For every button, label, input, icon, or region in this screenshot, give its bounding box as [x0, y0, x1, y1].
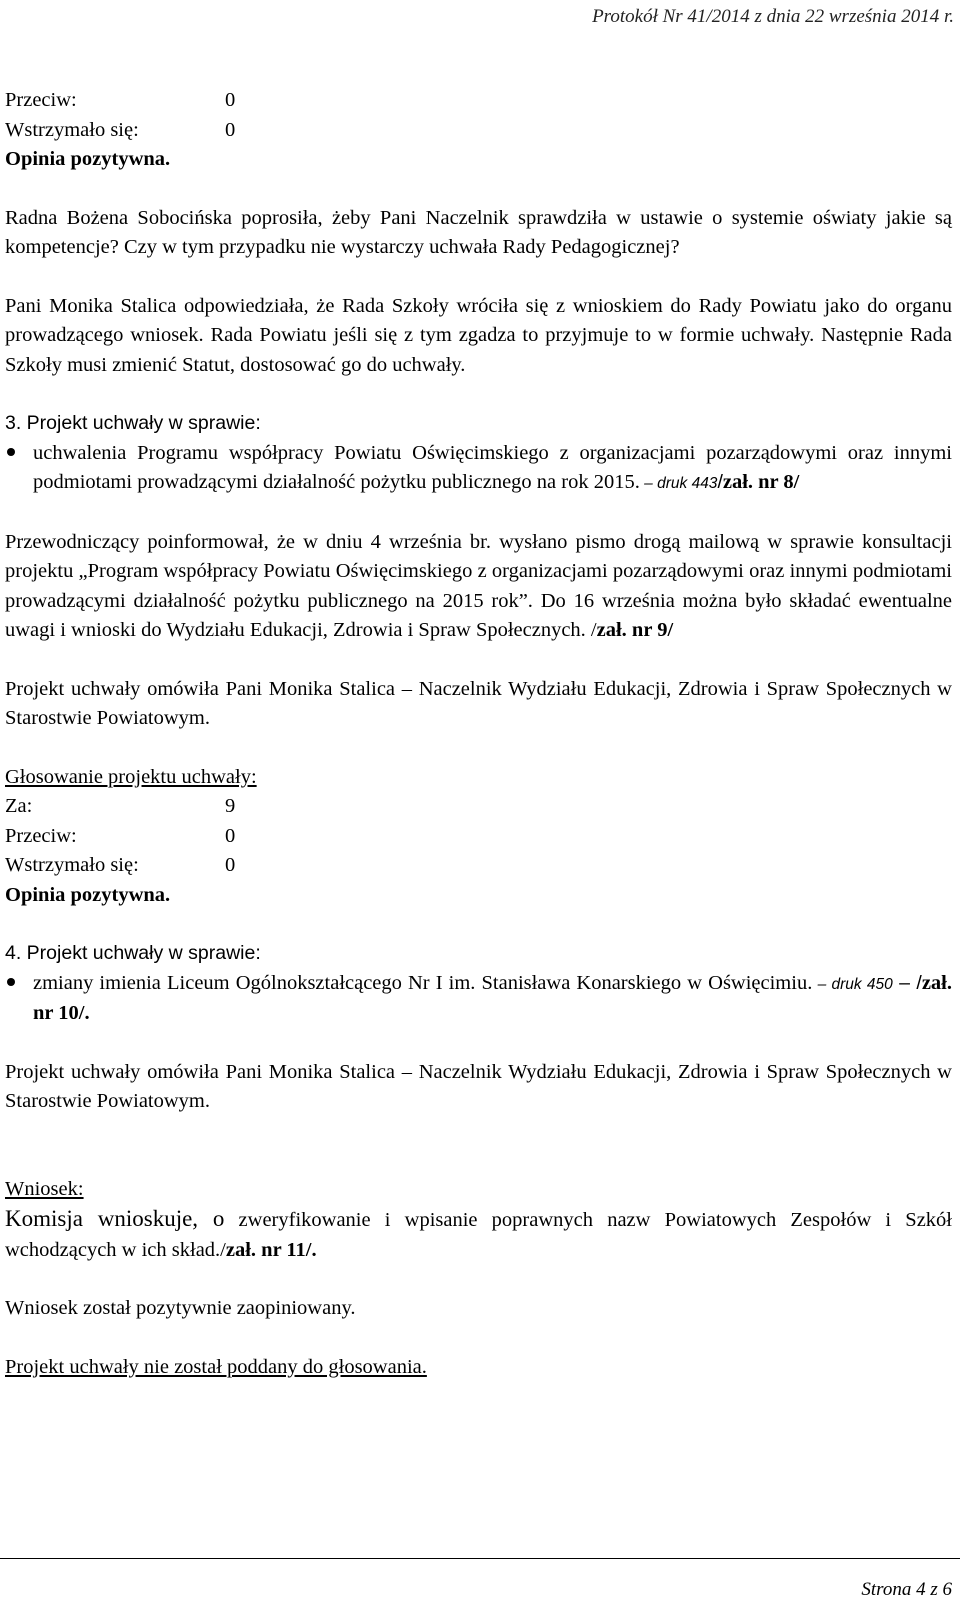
vote-abstain-value: 0 [225, 854, 236, 876]
vote-for-label: Za: [5, 795, 33, 817]
agenda-item-4 [5, 939, 952, 1029]
vote-against-label: Przeciw: [5, 89, 77, 111]
druk-reference: druk 443 [657, 475, 718, 492]
motion-result: Wniosek został pozytywnie zaopiniowany. [5, 1297, 356, 1319]
resolution-title: uchwalenia Programu współpracy Powiatu Oświęcimskiego z organizacjami pozarządowymi oraz innymi podmiotami prowadzącymi działalność pożytku publicznego na rok 2015. [33, 441, 952, 493]
druk-reference: druk 450 [831, 975, 893, 993]
paragraph-stalica-reply: Pani Monika Stalica odpowiedziała, że Rada Szkoły wróciła się z wnioskiem do Rady Powiatu jako do organu prowadzącego wniosek. Rada Powiatu jeśli się z tym zgadza to przyjmuje to w formie uchwały. Następnie Rada Szkoły musi zmienić Statut, dostosować go do uchwały. [5, 294, 952, 376]
paragraph-consultation: Przewodniczący poinformował, że w dniu 4 września br. wysłano pismo drogą mailową w sprawie konsultacji projektu „Program współpracy Powiatu Oświęcimskiego z organizacjami pozarządowymi oraz innymi podmiotami prowadzącymi działalność pożytku publicznego na 2015 rok”. Do 16 września można było składać ewentualne uwagi i wnioski do Wydziału Edukacji, Zdrowia i Spraw Społecznych. /zał. nr 9/ [5, 530, 952, 641]
vote-abstain-value: 0 [225, 118, 236, 141]
vote-abstain-label: Wstrzymało się: [5, 854, 139, 876]
resolution-title: zmiany imienia Liceum Ogólnokształcącego Nr I im. Stanisława Konarskiego w Oświęcimiu. [33, 971, 813, 994]
paragraph-discussion: Projekt uchwały omówiła Pani Monika Stalica – Naczelnik Wydziału Edukacji, Zdrowia i Spraw Społecznych w Starostwie Powiatowym. [5, 677, 952, 729]
vote-abstain-row [5, 116, 952, 146]
motion-text: Komisja wnioskuje, o zweryfikowanie i wpisanie poprawnych nazw Powiatowych Zespołów i Szkół wchodzących w ich skład./zał. nr 11/. [5, 1206, 952, 1261]
agenda-item-3 [5, 409, 952, 499]
vote-against-row [5, 822, 952, 852]
attachment-reference: zał. nr 11/. [225, 1238, 317, 1261]
document-body [5, 86, 952, 1382]
page-footer: Strona 4 z 6 [861, 1579, 952, 1600]
agenda-item-heading: 3. Projekt uchwały w sprawie: [5, 412, 261, 434]
vote-heading: Głosowanie projektu uchwały: [5, 765, 257, 788]
vote-for-value: 9 [225, 795, 236, 817]
vote-abstain-row [5, 851, 952, 881]
vote-abstain-label: Wstrzymało się: [5, 118, 139, 141]
vote-opinion: Opinia pozytywna. [5, 148, 171, 170]
agenda-item-heading: 4. Projekt uchwały w sprawie: [5, 942, 261, 964]
footer-divider [0, 1558, 960, 1559]
paragraph-sobocinska: Radna Bożena Sobocińska poprosiła, żeby Pani Naczelnik sprawdziła w ustawie o systemie oświaty jakie są kompetencje? Czy w tym przypadku nie wystarczy uchwała Rady Pedagogicznej? [5, 206, 952, 258]
bullet-icon [7, 448, 15, 456]
closing-note: Projekt uchwały nie został poddany do głosowania. [5, 1355, 427, 1378]
vote-against-row [5, 86, 952, 116]
motion-block [5, 1175, 952, 1266]
list-item: zmiany imienia Liceum Ogólnokształcącego Nr I im. Stanisława Konarskiego w Oświęcimiu. – druk 450 – /zał. nr 10/. [5, 969, 952, 1029]
vote-for-row [5, 792, 952, 822]
page-header: Protokół Nr 41/2014 z dnia 22 września 2014 r. [592, 6, 954, 27]
attachment-reference: zał. nr 10/. [33, 971, 952, 1024]
list-item: uchwalenia Programu współpracy Powiatu Oświęcimskiego z organizacjami pozarządowymi oraz innymi podmiotami prowadzącymi działalność pożytku publicznego na rok 2015. – druk 443/zał. nr 8/ [5, 439, 952, 499]
vote-against-label: Przeciw: [5, 824, 77, 847]
vote-against-value: 0 [225, 89, 236, 111]
vote-against-value: 0 [225, 824, 236, 847]
attachment-reference: zał. nr 8/ [722, 471, 800, 493]
attachment-reference: zał. nr 9/ [596, 619, 674, 641]
motion-heading: Wniosek: [5, 1177, 84, 1200]
vote-block-2 [5, 763, 952, 911]
vote-block-1 [5, 86, 952, 175]
paragraph-discussion: Projekt uchwały omówiła Pani Monika Stalica – Naczelnik Wydziału Edukacji, Zdrowia i Spraw Społecznych w Starostwie Powiatowym. [5, 1060, 952, 1112]
bullet-icon [7, 978, 15, 986]
vote-opinion: Opinia pozytywna. [5, 883, 171, 906]
